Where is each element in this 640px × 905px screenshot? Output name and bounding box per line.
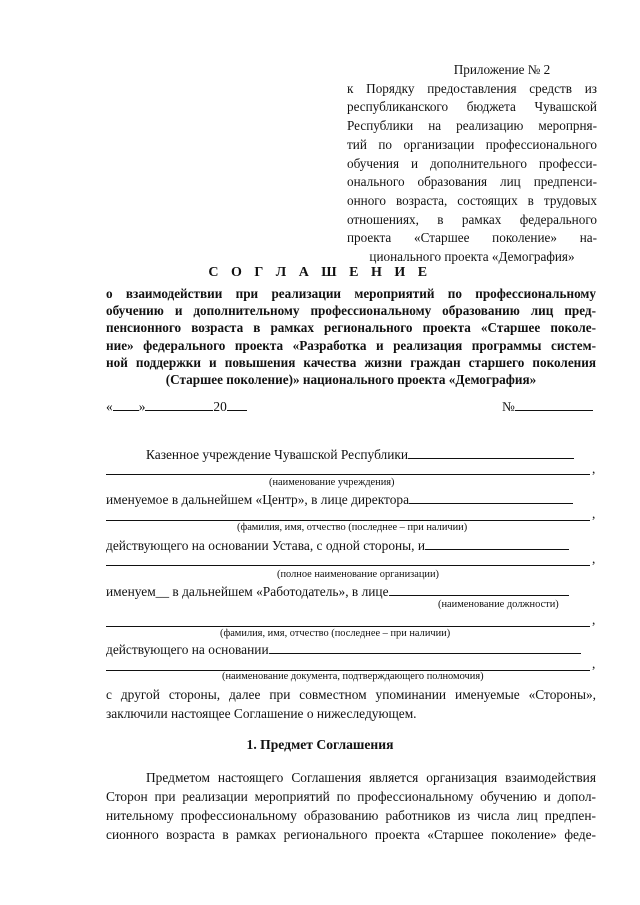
institution-blank[interactable] [408, 445, 574, 459]
employer-name-hint: (фамилия, имя, отчество (последнее – при наличии) [220, 628, 451, 639]
employer-name-fill-line[interactable] [106, 626, 590, 627]
organization-blank[interactable] [425, 536, 569, 550]
section-1-line: сионного возраста в рамках регионального проекта «Старшее поколение» феде- [106, 827, 596, 842]
appendix-line: республиканского бюджета Чувашской [347, 99, 597, 115]
agreement-title: С О Г Л А Ш Е Н И Е [208, 265, 432, 280]
number-sign: № [502, 399, 515, 414]
subtitle-line: о взаимодействии при реализации мероприятий по профессиональному [106, 286, 596, 301]
form-line-4 [106, 582, 596, 600]
subtitle-line: обучению и дополнительному профессиональному образованию лиц пред- [106, 303, 596, 319]
employer-label: именуем__ в дальнейшем «Работодатель», в лице [106, 584, 389, 599]
appendix-title: Приложение № 2 [453, 62, 551, 77]
appendix-line: онного возраста, состоящих в трудовых [347, 192, 597, 208]
basis-blank[interactable] [269, 640, 581, 654]
year-prefix: 20 [213, 399, 227, 414]
form-line-3 [106, 536, 596, 554]
appendix-line: обучения и дополнительного професси- [347, 155, 597, 171]
institution-hint: (наименование учреждения) [269, 477, 395, 488]
appendix-line: тий по организации профессионального [347, 136, 597, 152]
director-fill-line[interactable] [106, 520, 590, 521]
organization-fill-line[interactable] [106, 565, 590, 566]
institution-fill-line[interactable] [106, 474, 590, 475]
closing-paragraph [106, 685, 596, 723]
section-1-paragraph [106, 768, 596, 844]
charter-label: действующего на основании Устава, с одной стороны, и [106, 538, 426, 553]
month-blank[interactable] [145, 397, 213, 411]
appendix-block [347, 61, 597, 267]
date-close-quote: » [138, 399, 146, 414]
section-1-line: Предметом настоящего Соглашения является организация взаимодействия [146, 770, 596, 785]
comma: , [592, 656, 596, 671]
year-blank[interactable] [227, 397, 247, 411]
appendix-line: онального образования лиц предпенси- [347, 174, 597, 190]
date-open-quote: « [106, 399, 113, 414]
appendix-line: проекта «Старшее поколение» на- [347, 230, 597, 246]
agreement-number [502, 397, 593, 415]
section-1-title: 1. Предмет Соглашения [246, 737, 394, 752]
director-blank[interactable] [409, 490, 573, 504]
comma: , [592, 461, 596, 476]
organization-hint: (полное наименование организации) [277, 569, 439, 580]
position-blank[interactable] [389, 582, 569, 596]
basis-label: действующего на основании [106, 642, 269, 657]
center-director-label: именуемое в дальнейшем «Центр», в лице директора [106, 492, 410, 507]
subtitle-line: ной поддержки и повышения качества жизни граждан старшего поколения [106, 354, 596, 370]
section-1-line: нительному профессиональному образованию работников из числа лиц предпен- [106, 808, 596, 823]
agreement-subtitle [106, 285, 596, 388]
form-line-1 [146, 445, 596, 463]
appendix-line: к Порядку предоставления средств из [347, 80, 597, 96]
closing-line: с другой стороны, далее при совместном упоминании именуемые «Стороны», [106, 687, 596, 702]
position-hint: (наименование должности) [438, 599, 559, 610]
institution-label: Казенное учреждение Чувашской Республики [146, 447, 409, 462]
number-blank[interactable] [515, 397, 593, 411]
comma: , [592, 551, 596, 566]
basis-hint: (наименование документа, подтверждающего полномочия) [222, 671, 484, 682]
appendix-line: отношениях, в рамках федерального [347, 211, 597, 227]
appendix-line: ционального проекта «Демография» [369, 249, 575, 265]
subtitle-line: (Старшее поколение)» национального проекта «Демография» [165, 372, 537, 388]
comma: , [592, 506, 596, 521]
form-line-2 [106, 490, 596, 508]
subtitle-line: ние» федерального проекта «Разработка и реализация программы систем- [106, 337, 596, 353]
subtitle-line: пенсионного возраста в рамках регионального проекта «Старшее поколе- [106, 320, 596, 336]
day-blank[interactable] [113, 397, 139, 411]
appendix-line: Республики на реализацию меропрня- [347, 118, 597, 134]
section-1-line: Сторон при реализации мероприятий по профессиональному обучению и допол- [106, 789, 596, 804]
comma: , [592, 612, 596, 627]
form-line-6 [106, 640, 596, 658]
director-name-hint: (фамилия, имя, отчество (последнее – при наличии) [237, 522, 468, 533]
closing-line: заключили настоящее Соглашение о нижеследующем. [106, 706, 417, 721]
